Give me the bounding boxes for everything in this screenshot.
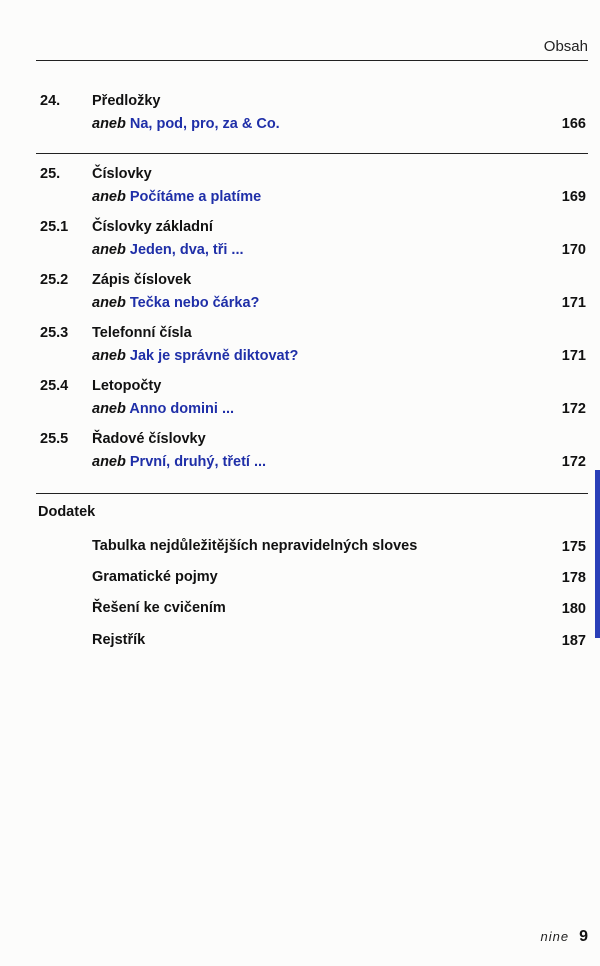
aneb-label: aneb: [92, 242, 126, 258]
entry-title: Předložky: [92, 93, 161, 109]
appendix-item-page: 175: [561, 539, 586, 555]
side-accent-bar: [595, 470, 600, 638]
entry-subtitle: Jak je správně diktovat?: [129, 348, 299, 364]
entry-number: 24.: [40, 93, 61, 109]
entry-subtitle: Počítáme a platíme: [129, 189, 262, 205]
aneb-label: aneb: [92, 348, 126, 364]
entry-page: 170: [561, 242, 586, 258]
entry-subtitle-line: [92, 401, 234, 417]
page-number: 9: [579, 928, 588, 945]
entry-number: 25.: [40, 166, 61, 182]
entry-page: 172: [561, 454, 586, 470]
aneb-label: aneb: [92, 454, 126, 470]
entry-subtitle: Anno domini ...: [129, 401, 235, 417]
appendix-item-title: Tabulka nejdůležitějších nepravidelných sloves: [92, 538, 418, 554]
appendix-item-title: Řešení ke cvičením: [92, 600, 226, 616]
header-rule: [36, 60, 588, 61]
appendix-heading: Dodatek: [38, 504, 96, 520]
entry-subtitle: Jeden, dva, tři ...: [129, 242, 244, 258]
appendix-item-page: 180: [561, 601, 586, 617]
entry-number: 25.3: [40, 325, 69, 341]
section-rule: [36, 153, 588, 154]
entry-number: 25.4: [40, 378, 69, 394]
entry-subtitle-line: [92, 454, 266, 470]
entry-subtitle-line: [92, 189, 261, 205]
entry-page: 169: [561, 189, 586, 205]
section-rule: [36, 493, 588, 494]
entry-title: Zápis číslovek: [92, 272, 192, 288]
aneb-label: aneb: [92, 116, 126, 132]
appendix-item-page: 178: [561, 570, 586, 586]
entry-page: 172: [561, 401, 586, 417]
entry-number: 25.2: [40, 272, 69, 288]
entry-title: Telefonní čísla: [92, 325, 192, 341]
entry-title: Číslovky: [92, 166, 152, 182]
entry-title: Řadové číslovky: [92, 431, 206, 447]
aneb-label: aneb: [92, 189, 126, 205]
entry-page: 171: [561, 295, 586, 311]
entry-subtitle-line: [92, 295, 259, 311]
entry-number: 25.5: [40, 431, 69, 447]
appendix-item-page: 187: [561, 633, 586, 649]
header-title: Obsah: [543, 38, 588, 55]
aneb-label: aneb: [92, 401, 126, 417]
entry-subtitle-line: [92, 242, 244, 258]
entry-title: Číslovky základní: [92, 219, 213, 235]
entry-subtitle: Na, pod, pro, za & Co.: [129, 116, 280, 132]
appendix-item-title: Gramatické pojmy: [92, 569, 218, 585]
entry-title: Letopočty: [92, 378, 162, 394]
page-number-word: nine: [540, 929, 570, 944]
appendix-item-title: Rejstřík: [92, 632, 146, 648]
page-footer: [541, 928, 588, 946]
entry-subtitle: První, druhý, třetí ...: [129, 454, 267, 470]
entry-page: 171: [561, 348, 586, 364]
aneb-label: aneb: [92, 295, 126, 311]
entry-subtitle-line: [92, 348, 298, 364]
entry-number: 25.1: [40, 219, 69, 235]
entry-page: 166: [561, 116, 586, 132]
entry-subtitle-line: [92, 116, 280, 132]
entry-subtitle: Tečka nebo čárka?: [129, 295, 260, 311]
